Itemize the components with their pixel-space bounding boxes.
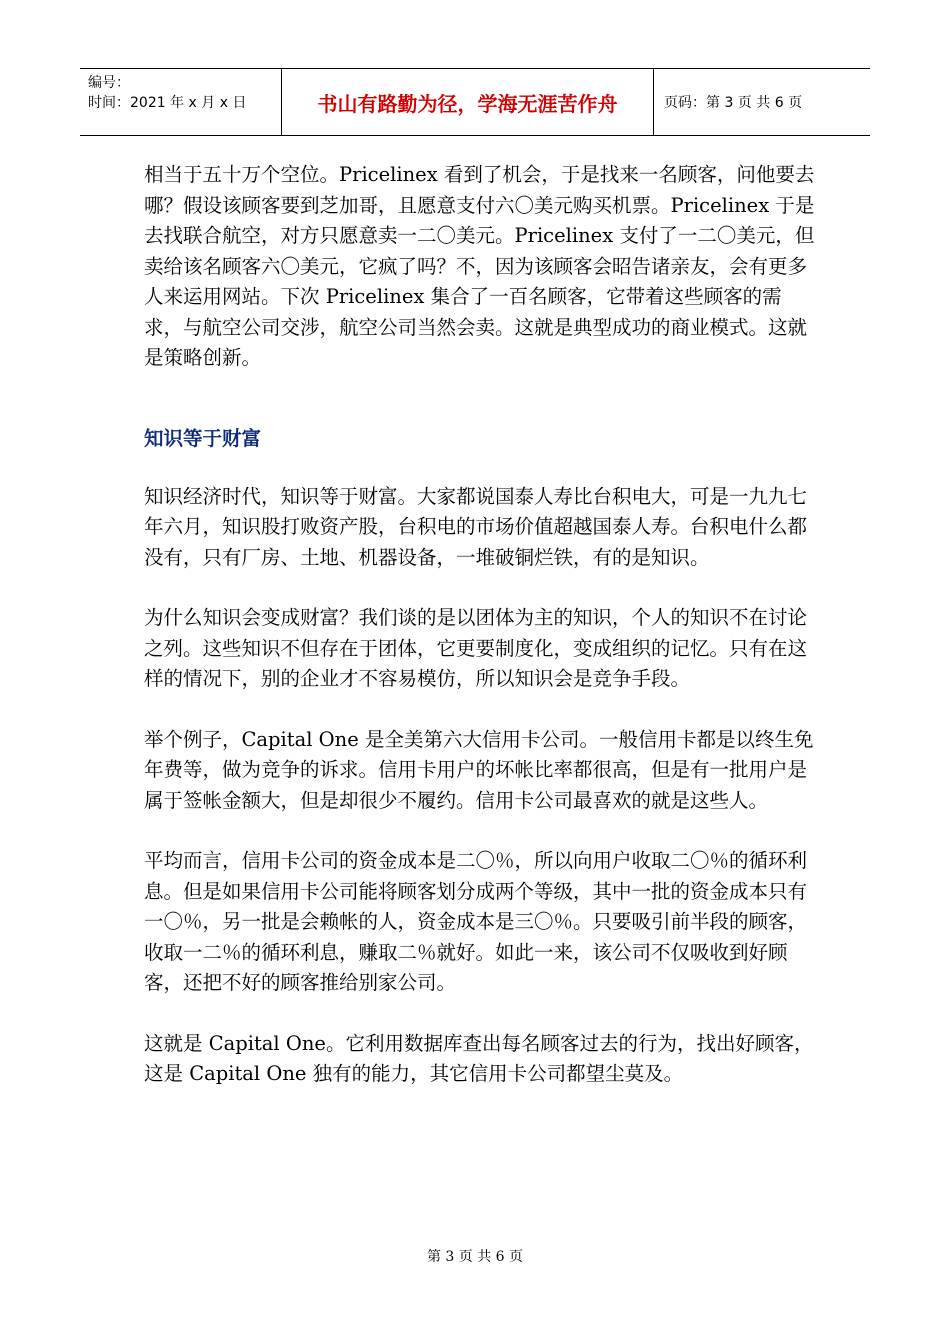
document-body — [144, 160, 816, 1120]
paragraph-5: 平均而言，信用卡公司的资金成本是二〇％，所以向用户收取二〇％的循环利息。但是如果信用卡公司能将顾客划分成两个等级，其中一批的资金成本只有一〇％，另一批是会赖帐的人，资金成本是三〇％。只要吸引前半段的顾客，收取一二％的循环利息，赚取二％就好。如此一来，该公司不仅吸收到好顾客，还把不好的顾客推给别家公司。 — [144, 849, 808, 994]
header-page-number: 页码：第 3 页 共 6 页 — [664, 95, 803, 111]
date-label: 时间：2021 年 x 月 x 日 — [88, 95, 247, 111]
page-header — [80, 68, 870, 136]
section-heading: 知识等于财富 — [144, 426, 262, 450]
header-motto: 书山有路勤为径，学海无涯苦作舟 — [282, 69, 654, 135]
paragraph-1: 相当于五十万个空位。Pricelinex 看到了机会，于是找来一名顾客，问他要去哪？假设该顾客要到芝加哥，且愿意支付六〇美元购买机票。Pricelinex 于是去找联合航空，对方只愿意卖一二〇美元。Pricelinex 支付了一二〇美元，但卖给该名顾客六〇美元，它疯了吗？不，因为该顾客会昭告诸亲友，会有更多人来运用网站。下次 Pricelinex 集合了一百名顾客，它带着这些顾客的需求，与航空公司交涉，航空公司当然会卖。这就是典型成功的商业模式。这就是策略创新。 — [144, 163, 815, 369]
header-meta — [80, 69, 282, 135]
paragraph-2: 知识经济时代，知识等于财富。大家都说国泰人寿比台积电大，可是一九九七年六月，知识股打败资产股，台积电的市场价值超越国泰人寿。台积电什么都没有，只有厂房、土地、机器设备，一堆破铜烂铁，有的是知识。 — [144, 484, 808, 569]
serial-label: 编号： — [88, 75, 130, 91]
page-footer: 第 3 页 共 6 页 — [426, 1249, 524, 1265]
paragraph-4: 举个例子，Capital One 是全美第六大信用卡公司。一般信用卡都是以终生免年费等，做为竞争的诉求。信用卡用户的坏帐比率都很高，但是有一批用户是属于签帐金额大，但是却很少不履约。信用卡公司最喜欢的就是这些人。 — [144, 727, 814, 812]
paragraph-3: 为什么知识会变成财富？我们谈的是以团体为主的知识，个人的知识不在讨论之列。这些知识不但存在于团体，它更要制度化，变成组织的记忆。只有在这样的情况下，别的企业才不容易模仿，所以知识会是竞争手段。 — [144, 606, 808, 690]
paragraph-6: 这就是 Capital One。它利用数据库查出每名顾客过去的行为，找出好顾客，这是 Capital One 独有的能力，其它信用卡公司都望尘莫及。 — [144, 1031, 814, 1085]
